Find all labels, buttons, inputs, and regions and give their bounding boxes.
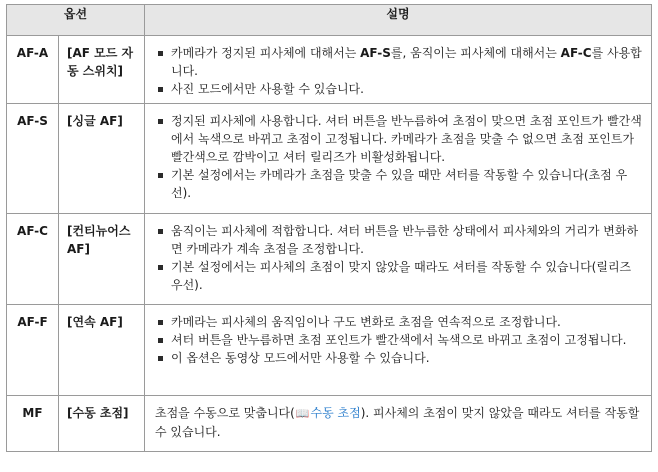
list-item: 카메라가 정지된 피사체에 대해서는 AF-S를, 움직이는 피사체에 대해서는 AF-C를 사용합니다. — [155, 44, 643, 80]
table-row — [7, 214, 652, 305]
manual-focus-link[interactable]: 수동 초점 — [310, 406, 361, 420]
option-description — [145, 36, 652, 104]
option-name: [싱글 AF] — [59, 104, 145, 214]
table-row — [7, 305, 652, 396]
option-description: 초점을 수동으로 맞춥니다(📖수동 초점). 피사체의 초점이 맞지 않았을 때라도 셔터를 작동할 수 있습니다. — [145, 396, 652, 452]
option-code: MF — [7, 396, 59, 452]
option-description — [145, 305, 652, 396]
header-row — [7, 5, 652, 36]
option-name: [연속 AF] — [59, 305, 145, 396]
list-item: 정지된 피사체에 사용합니다. 셔터 버튼을 반누름하여 초점이 맞으면 초점 포인트가 빨간색에서 녹색으로 바뀌고 초점이 고정됩니다. 카메라가 초점을 맞출 수 없으면 초점 포인트가 빨간색으로 깜박이고 셔터 릴리즈가 비활성화됩니다. — [155, 112, 643, 166]
option-name: [수동 초점] — [59, 396, 145, 452]
list-item: 카메라는 피사체의 움직임이나 구도 변화로 초점을 연속적으로 조정합니다. — [155, 313, 643, 331]
list-item: 이 옵션은 동영상 모드에서만 사용할 수 있습니다. — [155, 349, 643, 367]
header-option: 옵션 — [7, 5, 145, 36]
option-code: AF-C — [7, 214, 59, 305]
header-description: 설명 — [145, 5, 652, 36]
option-description — [145, 214, 652, 305]
list-item: 셔터 버튼을 반누름하면 초점 포인트가 빨간색에서 녹색으로 바뀌고 초점이 고정됩니다. — [155, 331, 643, 349]
table-row — [7, 396, 652, 452]
book-icon: 📖 — [295, 407, 310, 420]
option-code: AF-S — [7, 104, 59, 214]
option-name: [AF 모드 자동 스위치] — [59, 36, 145, 104]
list-item: 움직이는 피사체에 적합합니다. 셔터 버튼을 반누름한 상태에서 피사체와의 거리가 변화하면 카메라가 계속 초점을 조정합니다. — [155, 222, 643, 258]
list-item: 기본 설정에서는 카메라가 초점을 맞출 수 있을 때만 셔터를 작동할 수 있습니다(초점 우선). — [155, 166, 643, 202]
options-table — [6, 4, 652, 452]
table-row — [7, 104, 652, 214]
option-name: [컨티뉴어스 AF] — [59, 214, 145, 305]
option-description — [145, 104, 652, 214]
list-item: 사진 모드에서만 사용할 수 있습니다. — [155, 80, 643, 98]
list-item: 기본 설정에서는 피사체의 초점이 맞지 않았을 때라도 셔터를 작동할 수 있습니다(릴리즈 우선). — [155, 258, 643, 294]
option-code: AF-A — [7, 36, 59, 104]
table-row — [7, 36, 652, 104]
option-code: AF-F — [7, 305, 59, 396]
